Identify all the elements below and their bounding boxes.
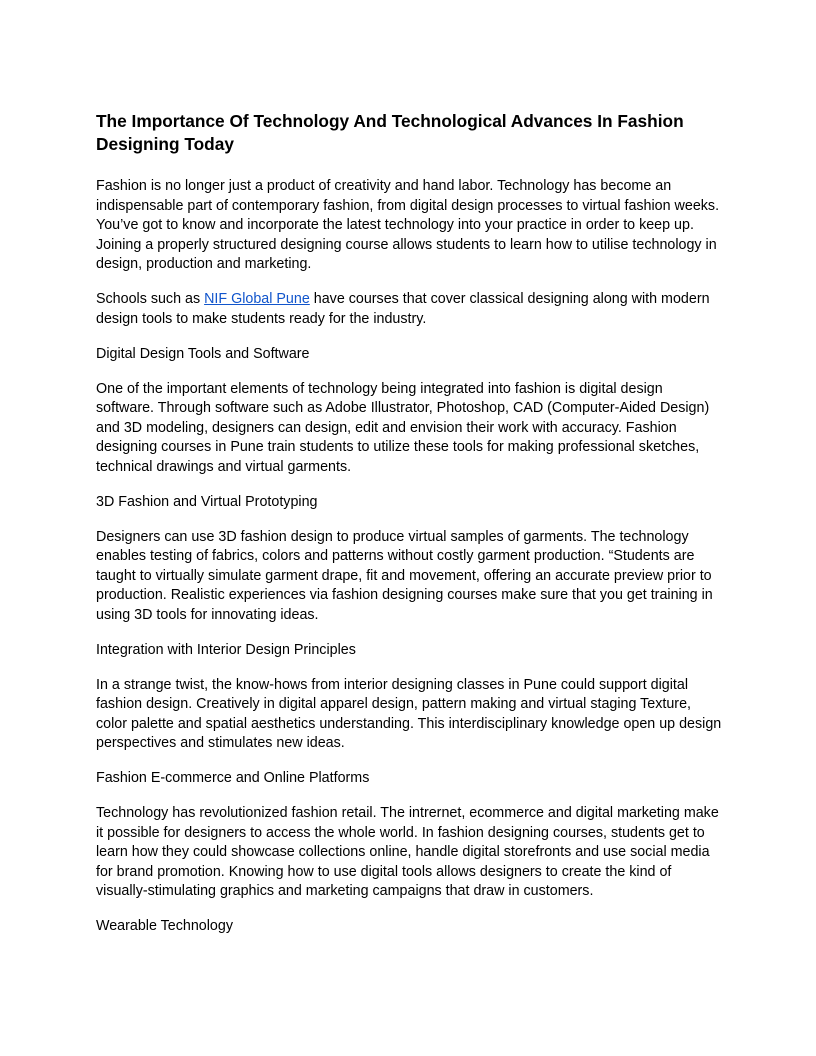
nif-global-pune-link[interactable]: NIF Global Pune xyxy=(204,291,310,307)
section-heading-digital-design: Digital Design Tools and Software xyxy=(96,345,310,362)
section-heading-ecommerce: Fashion E-commerce and Online Platforms xyxy=(96,770,370,786)
section-heading-wearable-technology: Wearable Technology xyxy=(96,918,233,934)
schools-paragraph xyxy=(96,290,724,329)
section-body-ecommerce: Technology has revolutionized fashion retail. The intrernet, ecommerce and digital marketing make it possible for designers to access the whole world. In fashion designing courses, students get to learn how they could showcase collections online, handle digital storefronts and use social media for brand promotion. Knowing how to use digital tools allows designers to create the kind of visually-stimulating graphics and marketing campaigns that draw in customers. xyxy=(96,805,719,899)
section-body-digital-design: One of the important elements of technology being integrated into fashion is digital design software. Through software such as Adobe Illustrator, Photoshop, CAD (Computer-Aided Design) and 3D modeling, designers can design, edit and envision their work with accuracy. Fashion designing courses in Pune train students to utilize these tools for making professional sketches, technical drawings and virtual garments. xyxy=(96,380,710,475)
document-page xyxy=(96,110,724,952)
section-heading-3d-fashion: 3D Fashion and Virtual Prototyping xyxy=(96,493,318,510)
schools-text-after: have courses that cover classical designing along with modern design tools to make students ready for the industry. xyxy=(96,291,710,327)
schools-text-before: Schools such as xyxy=(96,291,205,307)
section-body-interior-design: In a strange twist, the know-hows from interior designing classes in Pune could support digital fashion design. Creatively in digital apparel design, pattern making and virtual staging Texture, color palette and spatial aesthetics understanding. This interdisciplinary knowledge open up design perspectives and stimulates new ideas. xyxy=(96,676,722,751)
intro-paragraph: Fashion is no longer just a product of creativity and hand labor. Technology has become an indispensable part of contemporary fashion, from digital design processes to virtual fashion weeks. You’ve got to know and incorporate the latest technology into your practice in order to keep up. Joining a properly structured designing course allows students to learn how to utilise technology in design, production and marketing. xyxy=(96,178,720,272)
section-heading-interior-design: Integration with Interior Design Principles xyxy=(96,641,356,658)
document-title: The Importance Of Technology And Technological Advances In Fashion Designing Today xyxy=(96,111,684,154)
section-body-3d-fashion: Designers can use 3D fashion design to produce virtual samples of garments. The technology enables testing of fabrics, colors and patterns without costly garment production. “Students are taught to virtually simulate garment drape, fit and movement, offering an accurate preview prior to production. Realistic experiences via fashion designing courses make sure that you get training in using 3D tools for innovating ideas. xyxy=(96,528,713,623)
